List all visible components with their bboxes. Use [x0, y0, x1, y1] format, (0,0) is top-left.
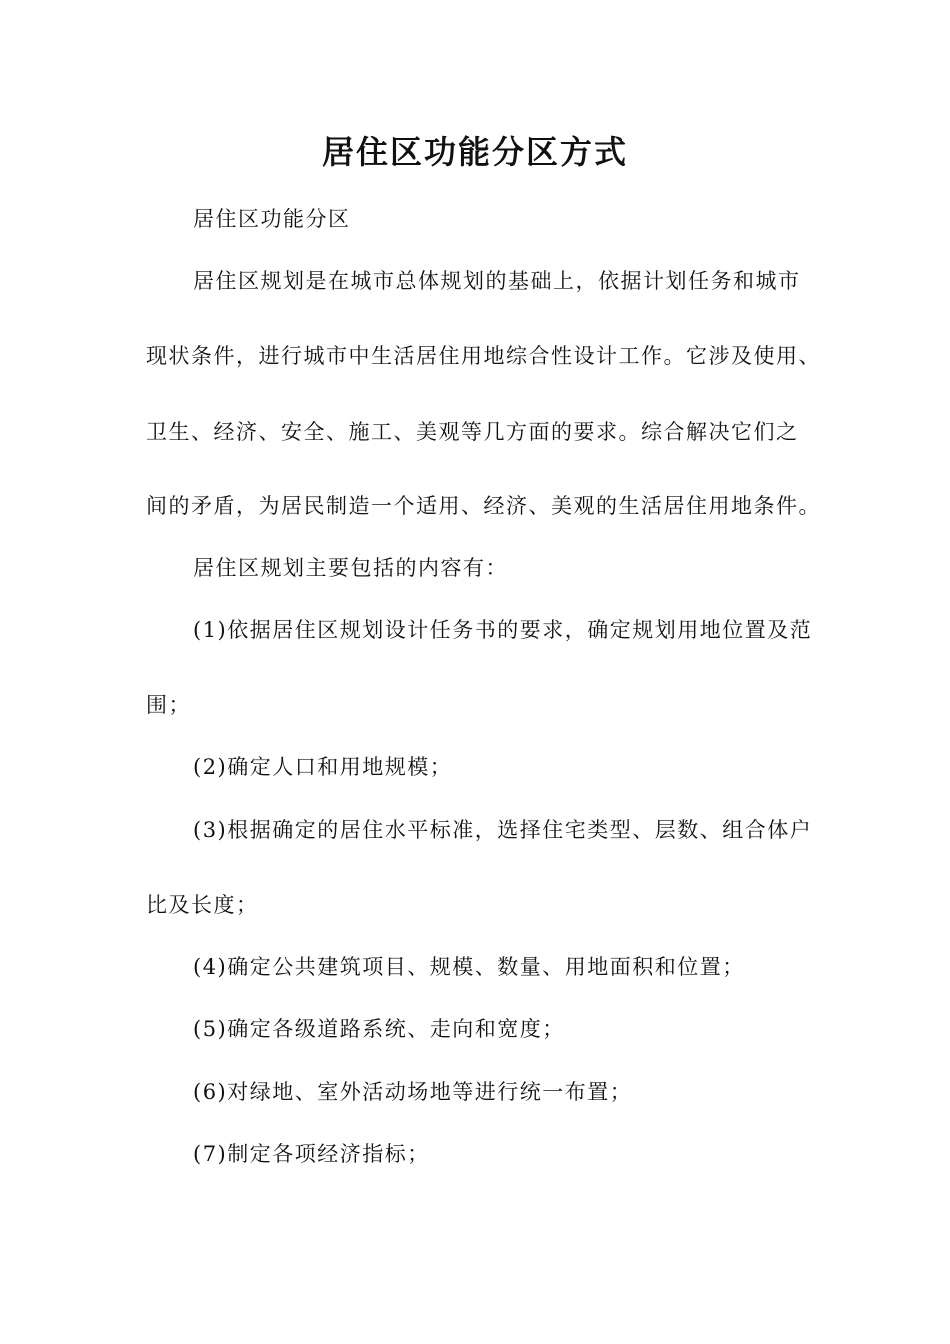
paragraph-line: 居住区规划主要包括的内容有： [193, 556, 508, 580]
list-item: (4)确定公共建筑项目、规模、数量、用地面积和位置； [193, 955, 745, 979]
list-item: (7)制定各项经济指标； [193, 1142, 430, 1166]
document-title: 居住区功能分区方式 [321, 133, 628, 171]
list-item: (1)依据居住区规划设计任务书的要求，确定规划用地位置及范 [193, 618, 813, 642]
list-item: (6)对绿地、室外活动场地等进行统一布置； [193, 1080, 633, 1104]
paragraph-line: 间的矛盾，为居民制造一个适用、经济、美观的生活居住用地条件。 [146, 494, 821, 518]
list-item: (5)确定各级道路系统、走向和宽度； [193, 1017, 565, 1041]
list-item-continuation: 围； [146, 693, 191, 717]
paragraph-line: 居住区规划是在城市总体规划的基础上，依据计划任务和城市 [193, 269, 801, 293]
section-heading: 居住区功能分区 [193, 207, 351, 231]
paragraph-line: 卫生、经济、安全、施工、美观等几方面的要求。综合解决它们之 [146, 420, 799, 444]
list-item: (2)确定人口和用地规模； [193, 755, 453, 779]
list-item: (3)根据确定的居住水平标准，选择住宅类型、层数、组合体户 [193, 818, 813, 842]
paragraph-line: 现状条件，进行城市中生活居住用地综合性设计工作。它涉及使用、 [146, 344, 821, 368]
list-item-continuation: 比及长度； [146, 893, 259, 917]
